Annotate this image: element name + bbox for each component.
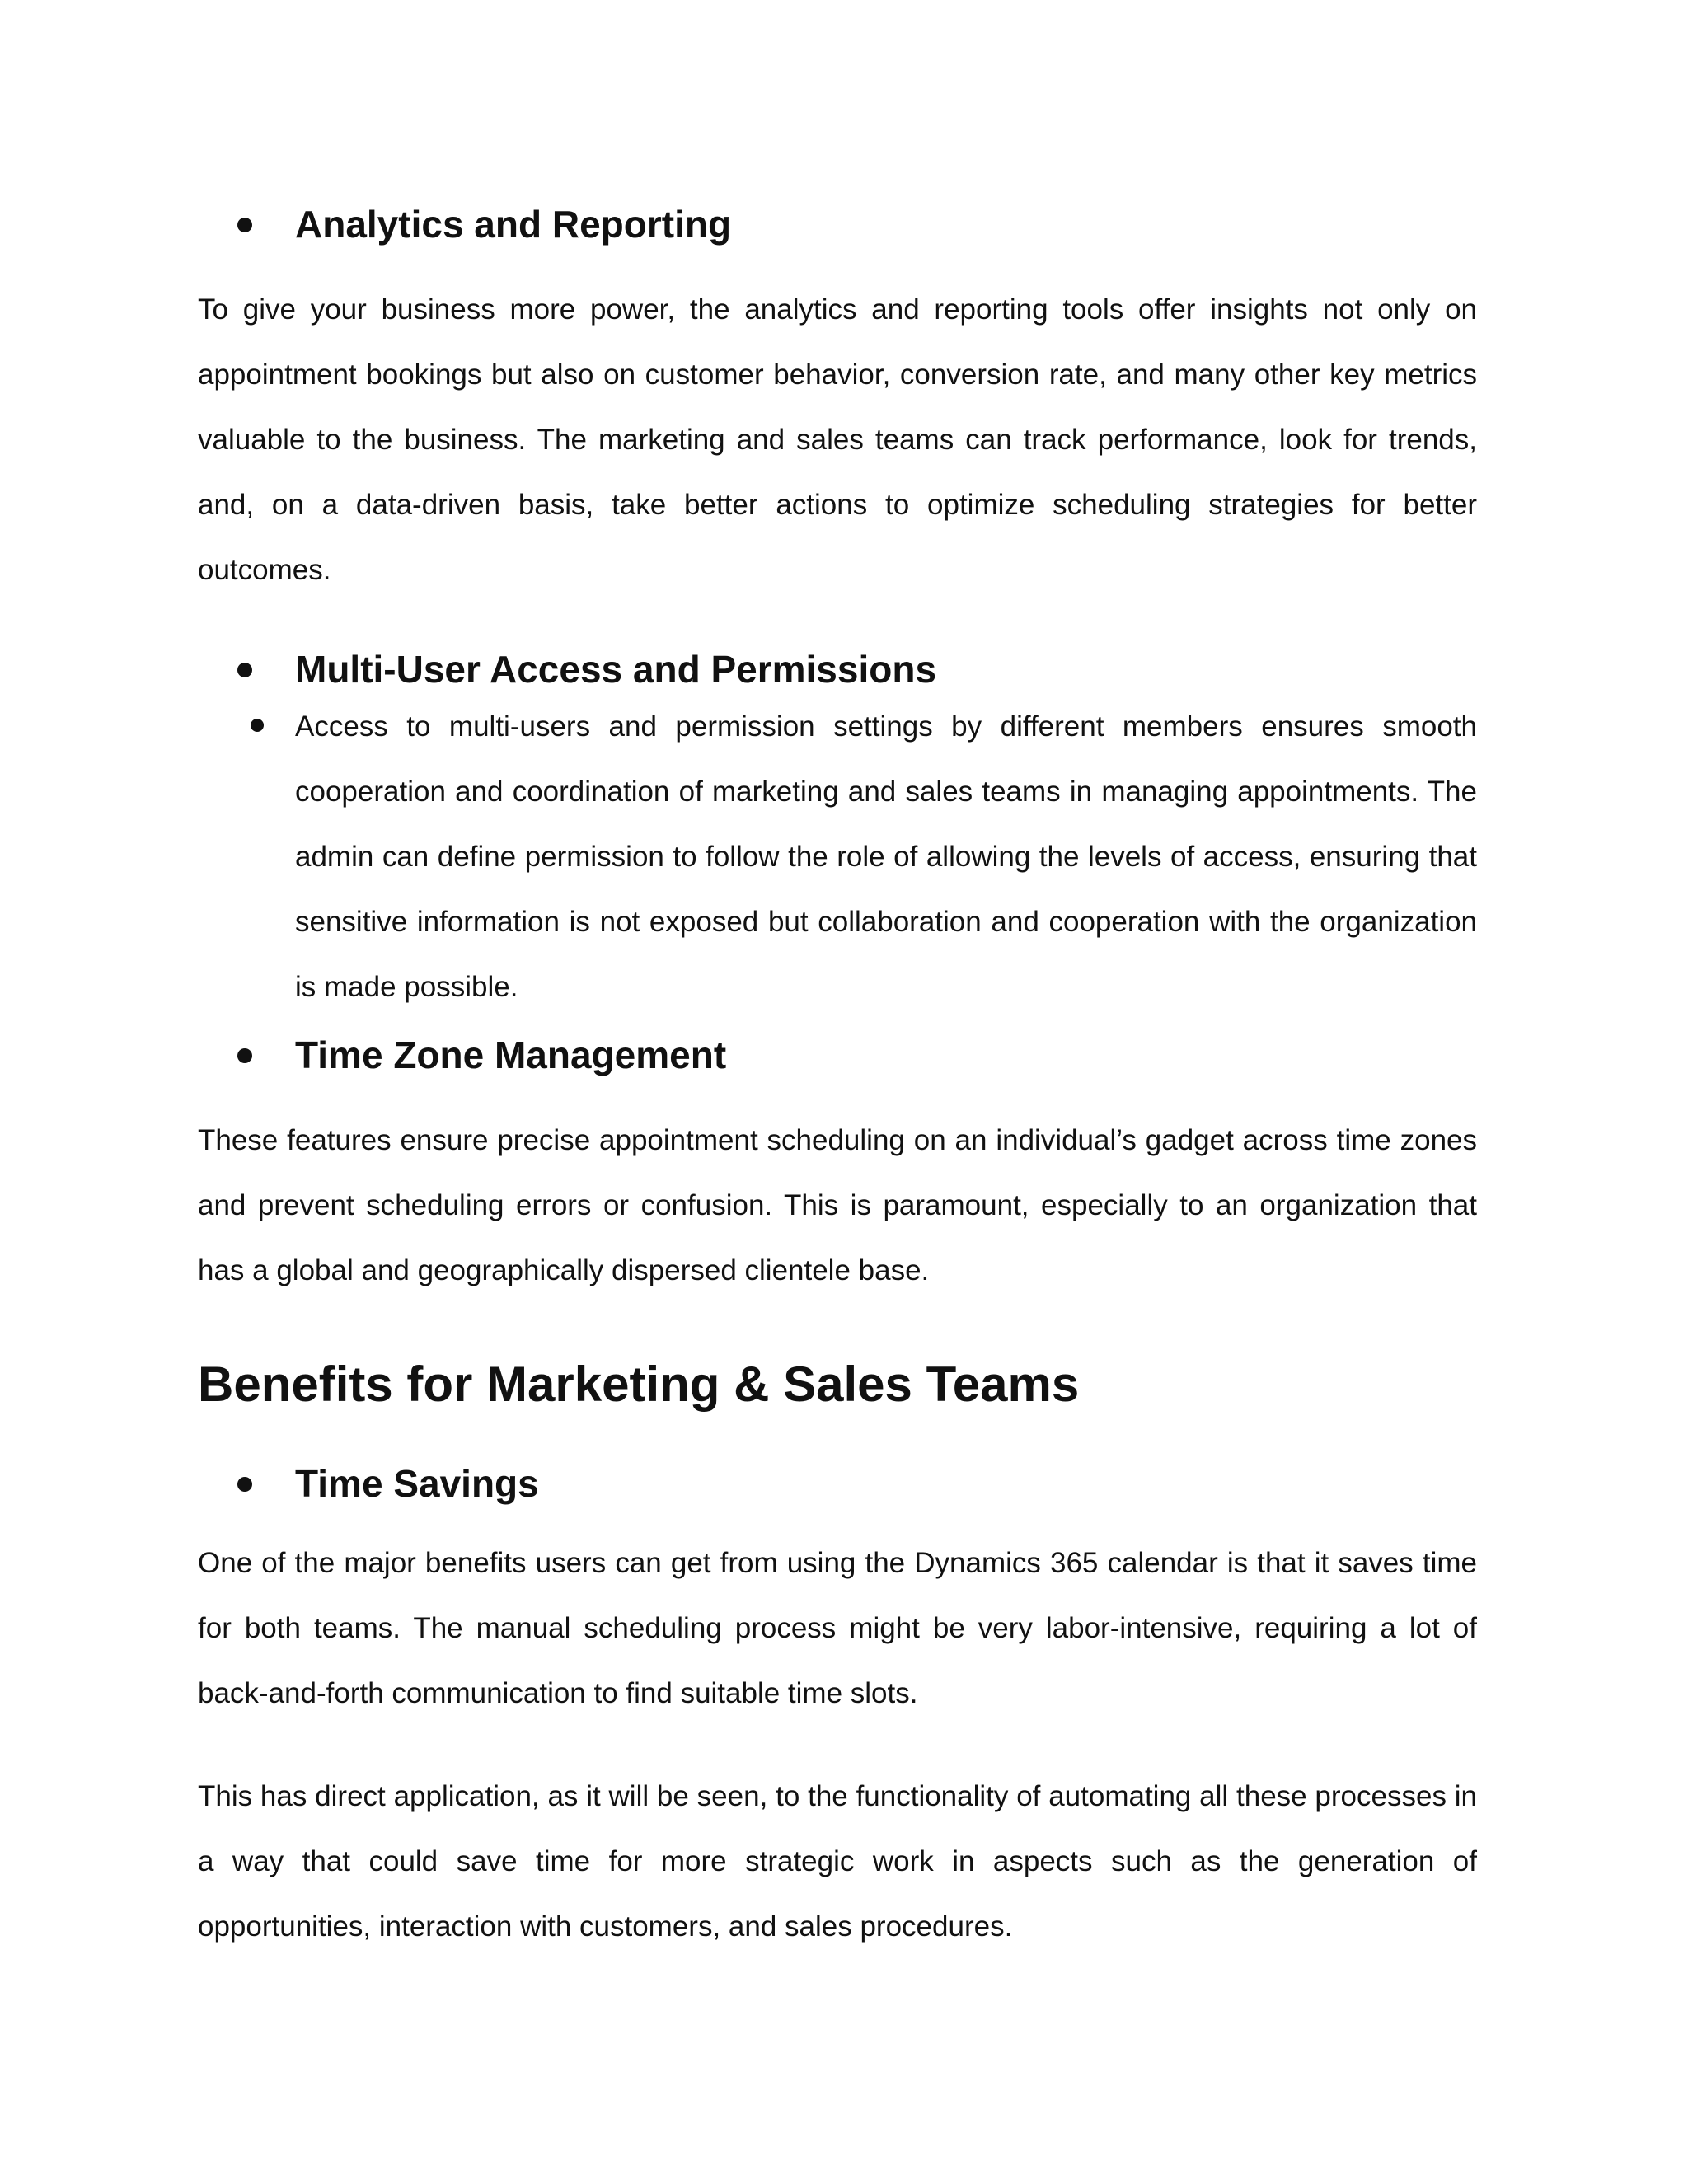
- heading-text: Multi-User Access and Permissions: [295, 648, 937, 691]
- paragraph-time-savings-1: One of the major benefits users can get from using the Dynamics 365 calendar is that it saves time for both teams. The manual scheduling process might be very labor-intensive, requiring a lot of back-and-forth communication to find suitable time slots.: [198, 1547, 1477, 1709]
- heading-text: Time Zone Management: [295, 1033, 727, 1076]
- heading-text: Analytics and Reporting: [295, 203, 732, 246]
- bullet-icon: [237, 1477, 252, 1492]
- bullet-icon: [237, 663, 252, 677]
- paragraph-analytics: To give your business more power, the analytics and reporting tools offer insights not only on appointment bookings but also on customer behavior, conversion rate, and many other key metrics valuable to the business. The marketing and sales teams can track performance, look for trends, and, on a data-driven basis, take better actions to optimize scheduling strategies for better outcomes.: [198, 293, 1477, 586]
- paragraph-time-zone: These features ensure precise appointment scheduling on an individual’s gadget across time zones and prevent scheduling errors or confusion. This is paramount, especially to an organization that has a global and geographically dispersed clientele base.: [198, 1124, 1477, 1286]
- list-item-multi-user: Access to multi-users and permission settings by different members ensures smooth cooperation and coordination of marketing and sales teams in managing appointments. The admin can define permission to follow the role of allowing the levels of access, ensuring that sensitive information is not exposed but collaboration and cooperation with the organization is made possible.: [295, 710, 1477, 1003]
- section-title-benefits: Benefits for Marketing & Sales Teams: [198, 1357, 1080, 1412]
- bullet-icon: [237, 1048, 252, 1063]
- bullet-icon: [237, 218, 252, 232]
- paragraph-time-savings-2: This has direct application, as it will be seen, to the functionality of automating all these processes in a way that could save time for more strategic work in aspects such as the generation of opportunities, interaction with customers, and sales procedures.: [198, 1780, 1477, 1943]
- bullet-icon: [251, 719, 264, 732]
- heading-text: Time Savings: [295, 1462, 539, 1505]
